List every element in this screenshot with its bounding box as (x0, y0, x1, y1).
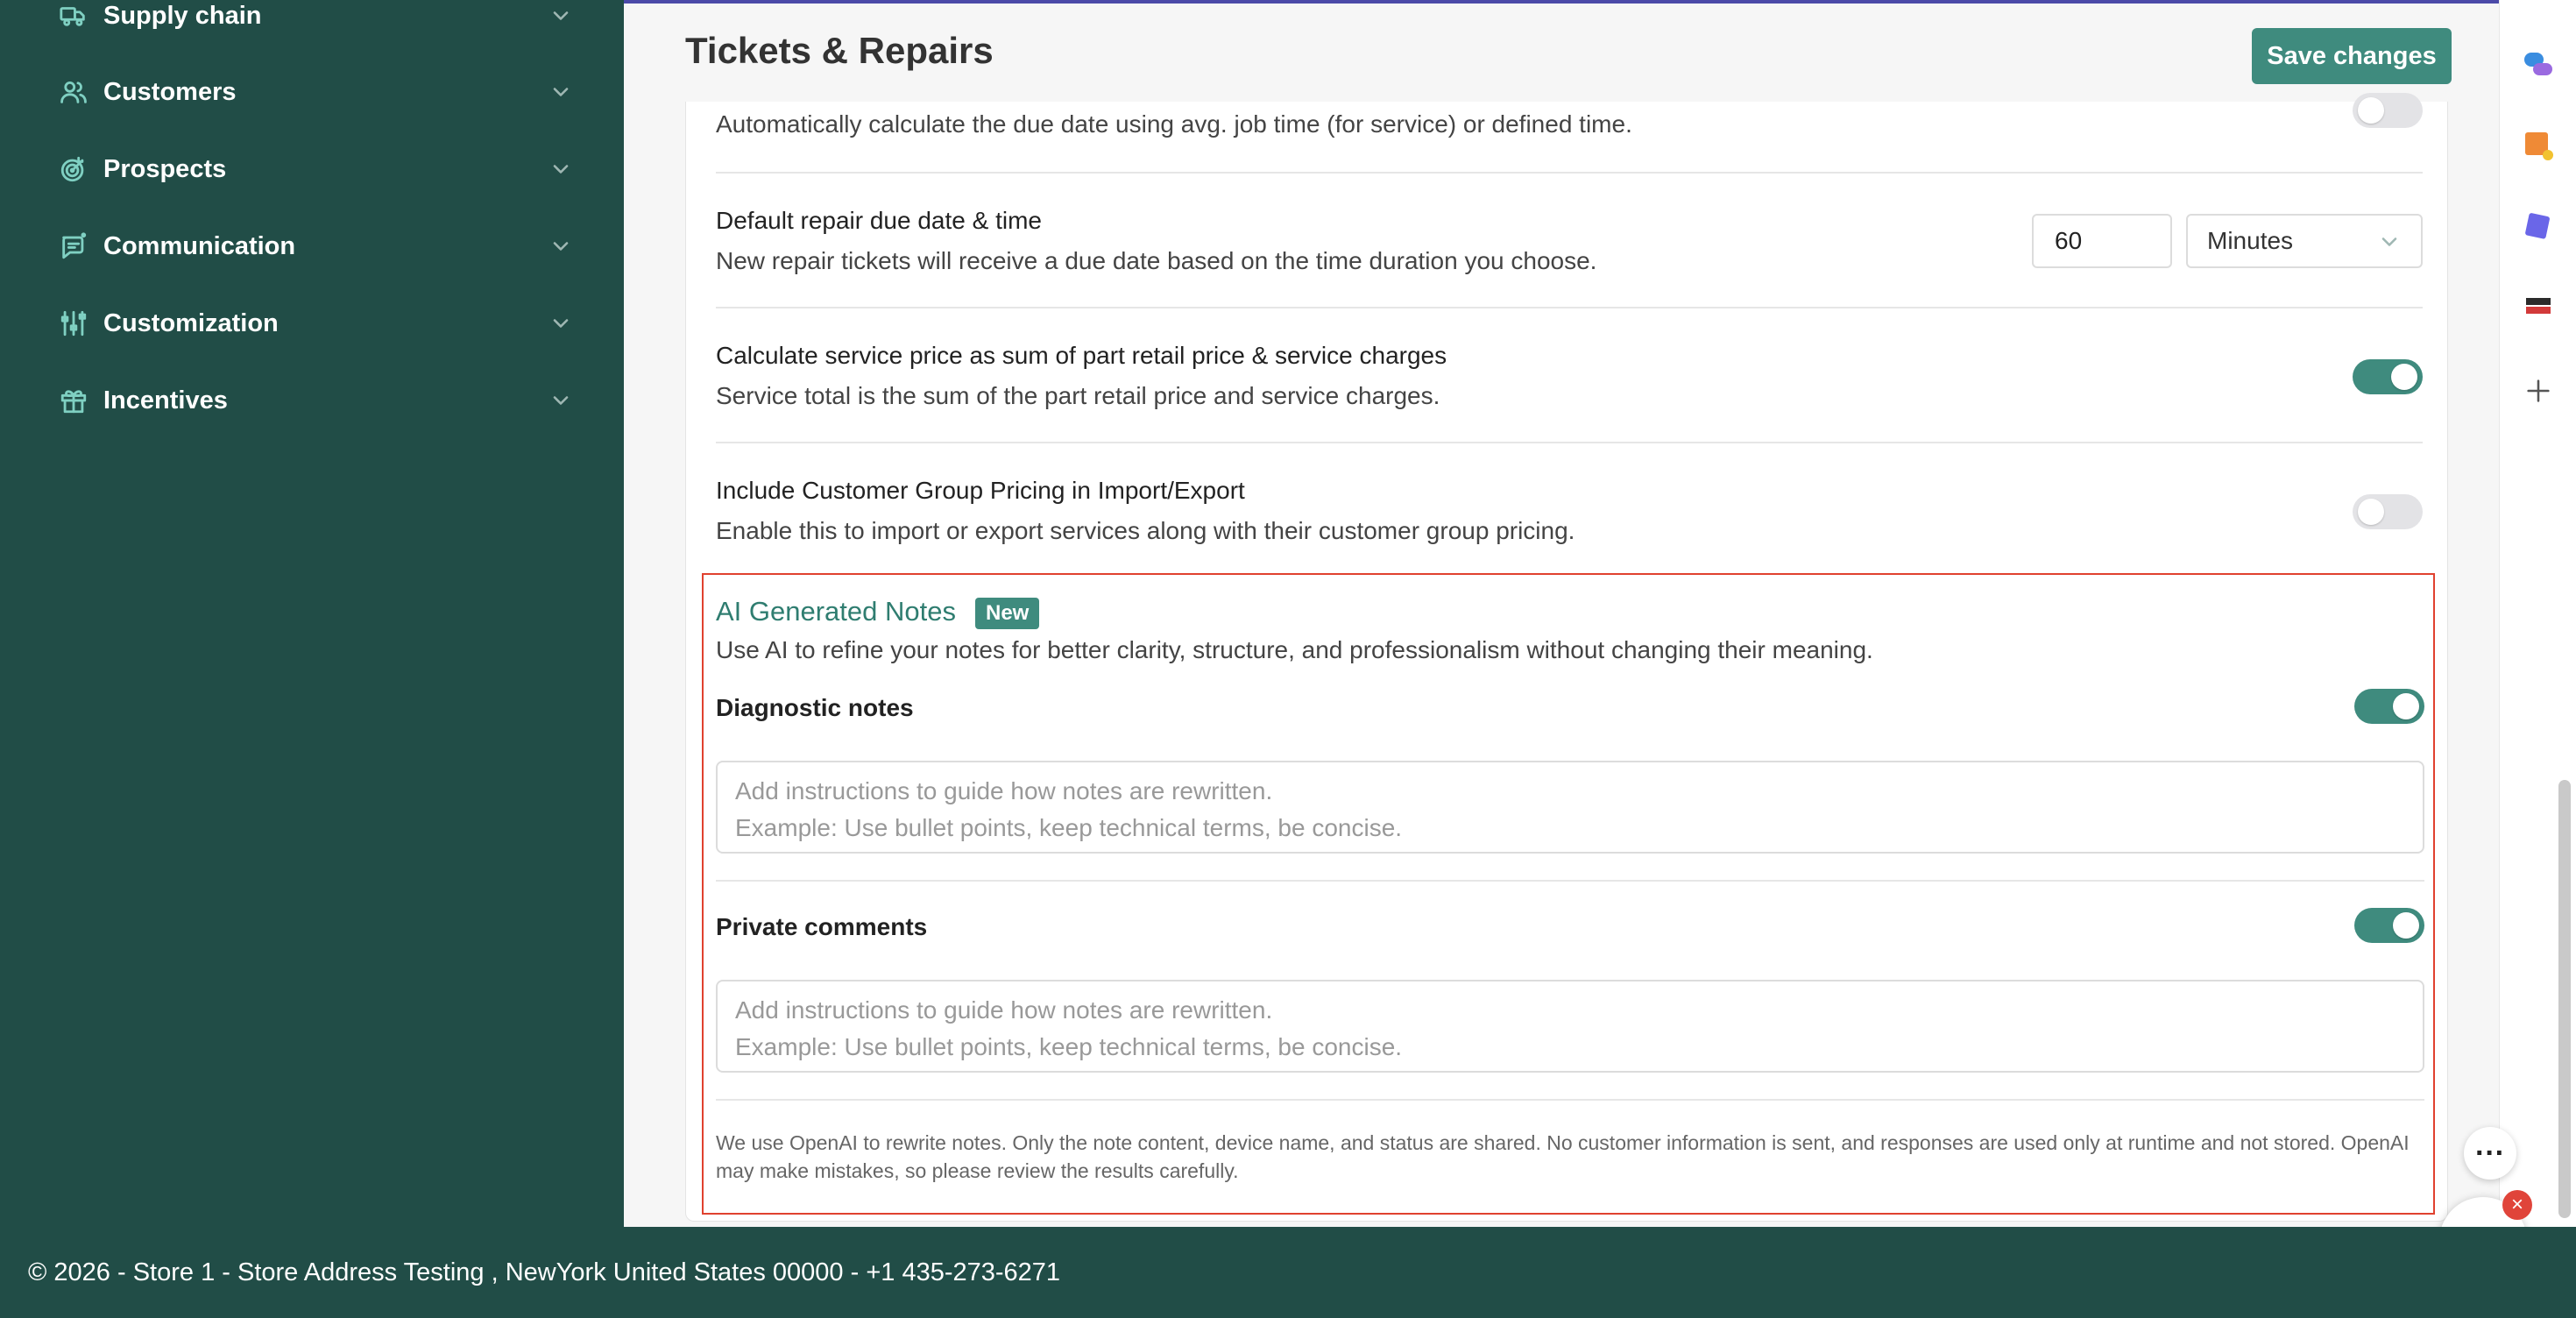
sidebar-item-label: Communication (103, 231, 296, 260)
diagnostic-notes-toggle[interactable] (2354, 689, 2424, 724)
divider (716, 1099, 2424, 1101)
divider (716, 880, 2424, 882)
setting-description: Enable this to import or export services along with their customer group pricing. (716, 517, 1575, 544)
scrollbar[interactable] (2558, 780, 2571, 1218)
due-unit-select[interactable] (2186, 214, 2423, 268)
ai-generated-notes-section (702, 573, 2435, 1215)
add-icon[interactable] (2519, 372, 2558, 410)
sidebar-item-label: Customization (103, 308, 279, 337)
chevron-down-icon[interactable] (548, 234, 573, 259)
page-title: Tickets & Repairs (685, 30, 994, 71)
sidebar-item-incentives[interactable] (56, 374, 573, 427)
chat-bubbles-icon[interactable] (2519, 46, 2558, 84)
chevron-down-icon[interactable] (548, 4, 573, 28)
close-icon[interactable]: × (2502, 1190, 2532, 1220)
group-pricing-toggle[interactable] (2353, 494, 2423, 529)
toggle-knob (2393, 693, 2419, 719)
diagnostic-instructions-textarea[interactable]: Add instructions to guide how notes are rewritten. Example: Use bullet points, keep technical terms, be concise. (716, 761, 2424, 854)
save-changes-button[interactable]: Save changes (2252, 28, 2452, 84)
service-price-toggle[interactable] (2353, 359, 2423, 394)
truck-icon (56, 0, 91, 33)
auto-due-toggle[interactable] (2353, 93, 2423, 128)
chevron-down-icon[interactable] (548, 311, 573, 336)
sidebar-item-label: Supply chain (103, 1, 262, 30)
setting-description: Automatically calculate the due date using avg. job time (for service) or defined time. (716, 110, 1632, 138)
sidebar-item-customization[interactable] (56, 297, 573, 350)
sidebar-item-communication[interactable] (56, 220, 573, 273)
sidebar (0, 0, 624, 1227)
stack-icon[interactable] (2519, 287, 2558, 326)
setting-title: Default repair due date & time (716, 207, 1042, 234)
setting-auto-due (716, 110, 2423, 138)
cards-icon[interactable] (2519, 207, 2558, 245)
sticky-note-icon[interactable] (2519, 126, 2558, 165)
sliders-icon (56, 306, 91, 341)
due-unit-value: Minutes (2207, 227, 2294, 254)
more-options-button[interactable]: ··· (2464, 1127, 2516, 1180)
ai-notes-title: AI Generated Notes (716, 596, 956, 627)
sidebar-item-label: Incentives (103, 386, 228, 415)
toggle-knob (2391, 364, 2417, 390)
chevron-down-icon[interactable] (548, 388, 573, 413)
new-badge: New (975, 598, 1039, 629)
main-content (624, 0, 2499, 1227)
users-icon (56, 74, 91, 110)
setting-service-price (716, 342, 2423, 410)
ai-notes-description: Use AI to refine your notes for better clarity, structure, and professionalism without changing their meaning. (716, 636, 1873, 663)
settings-card (685, 102, 2448, 1222)
private-comments-toggle[interactable] (2354, 908, 2424, 943)
toggle-knob (2358, 97, 2384, 124)
private-comments-label: Private comments (716, 913, 928, 940)
toggle-knob (2393, 912, 2419, 939)
gift-icon (56, 383, 91, 418)
openai-disclaimer: We use OpenAI to rewrite notes. Only the note content, device name, and status are shared. No customer information is sent, and responses are used only at runtime and not stored. OpenAI may make mistakes, so please review the results carefully. (716, 1131, 2410, 1182)
message-icon (56, 229, 91, 264)
sidebar-item-label: Prospects (103, 154, 227, 183)
sidebar-item-customers[interactable] (56, 66, 573, 118)
sidebar-item-label: Customers (103, 77, 237, 106)
sidebar-item-supply-chain[interactable] (56, 0, 573, 42)
footer-store-info: © 2026 - Store 1 - Store Address Testing , NewYork United States 00000 - +1 435-273-6271 (28, 1258, 1061, 1286)
divider (716, 172, 2423, 174)
setting-description: New repair tickets will receive a due date based on the time duration you choose. (716, 247, 1597, 274)
setting-description: Service total is the sum of the part retail price and service charges. (716, 382, 1440, 409)
diagnostic-notes-label: Diagnostic notes (716, 694, 914, 721)
private-instructions-textarea[interactable]: Add instructions to guide how notes are rewritten. Example: Use bullet points, keep technical terms, be concise. (716, 980, 2424, 1073)
chevron-down-icon[interactable] (548, 80, 573, 104)
chevron-down-icon[interactable] (548, 157, 573, 181)
target-icon (56, 152, 91, 187)
due-time-input[interactable] (2032, 214, 2172, 268)
divider (716, 307, 2423, 308)
divider (716, 442, 2423, 443)
chevron-down-icon (2377, 230, 2402, 254)
setting-title: Calculate service price as sum of part retail price & service charges (716, 342, 1447, 369)
footer (0, 1227, 2576, 1318)
setting-group-pricing (716, 477, 2423, 545)
sidebar-item-prospects[interactable] (56, 143, 573, 195)
setting-title: Include Customer Group Pricing in Import/Export (716, 477, 1245, 504)
toggle-knob (2358, 499, 2384, 525)
